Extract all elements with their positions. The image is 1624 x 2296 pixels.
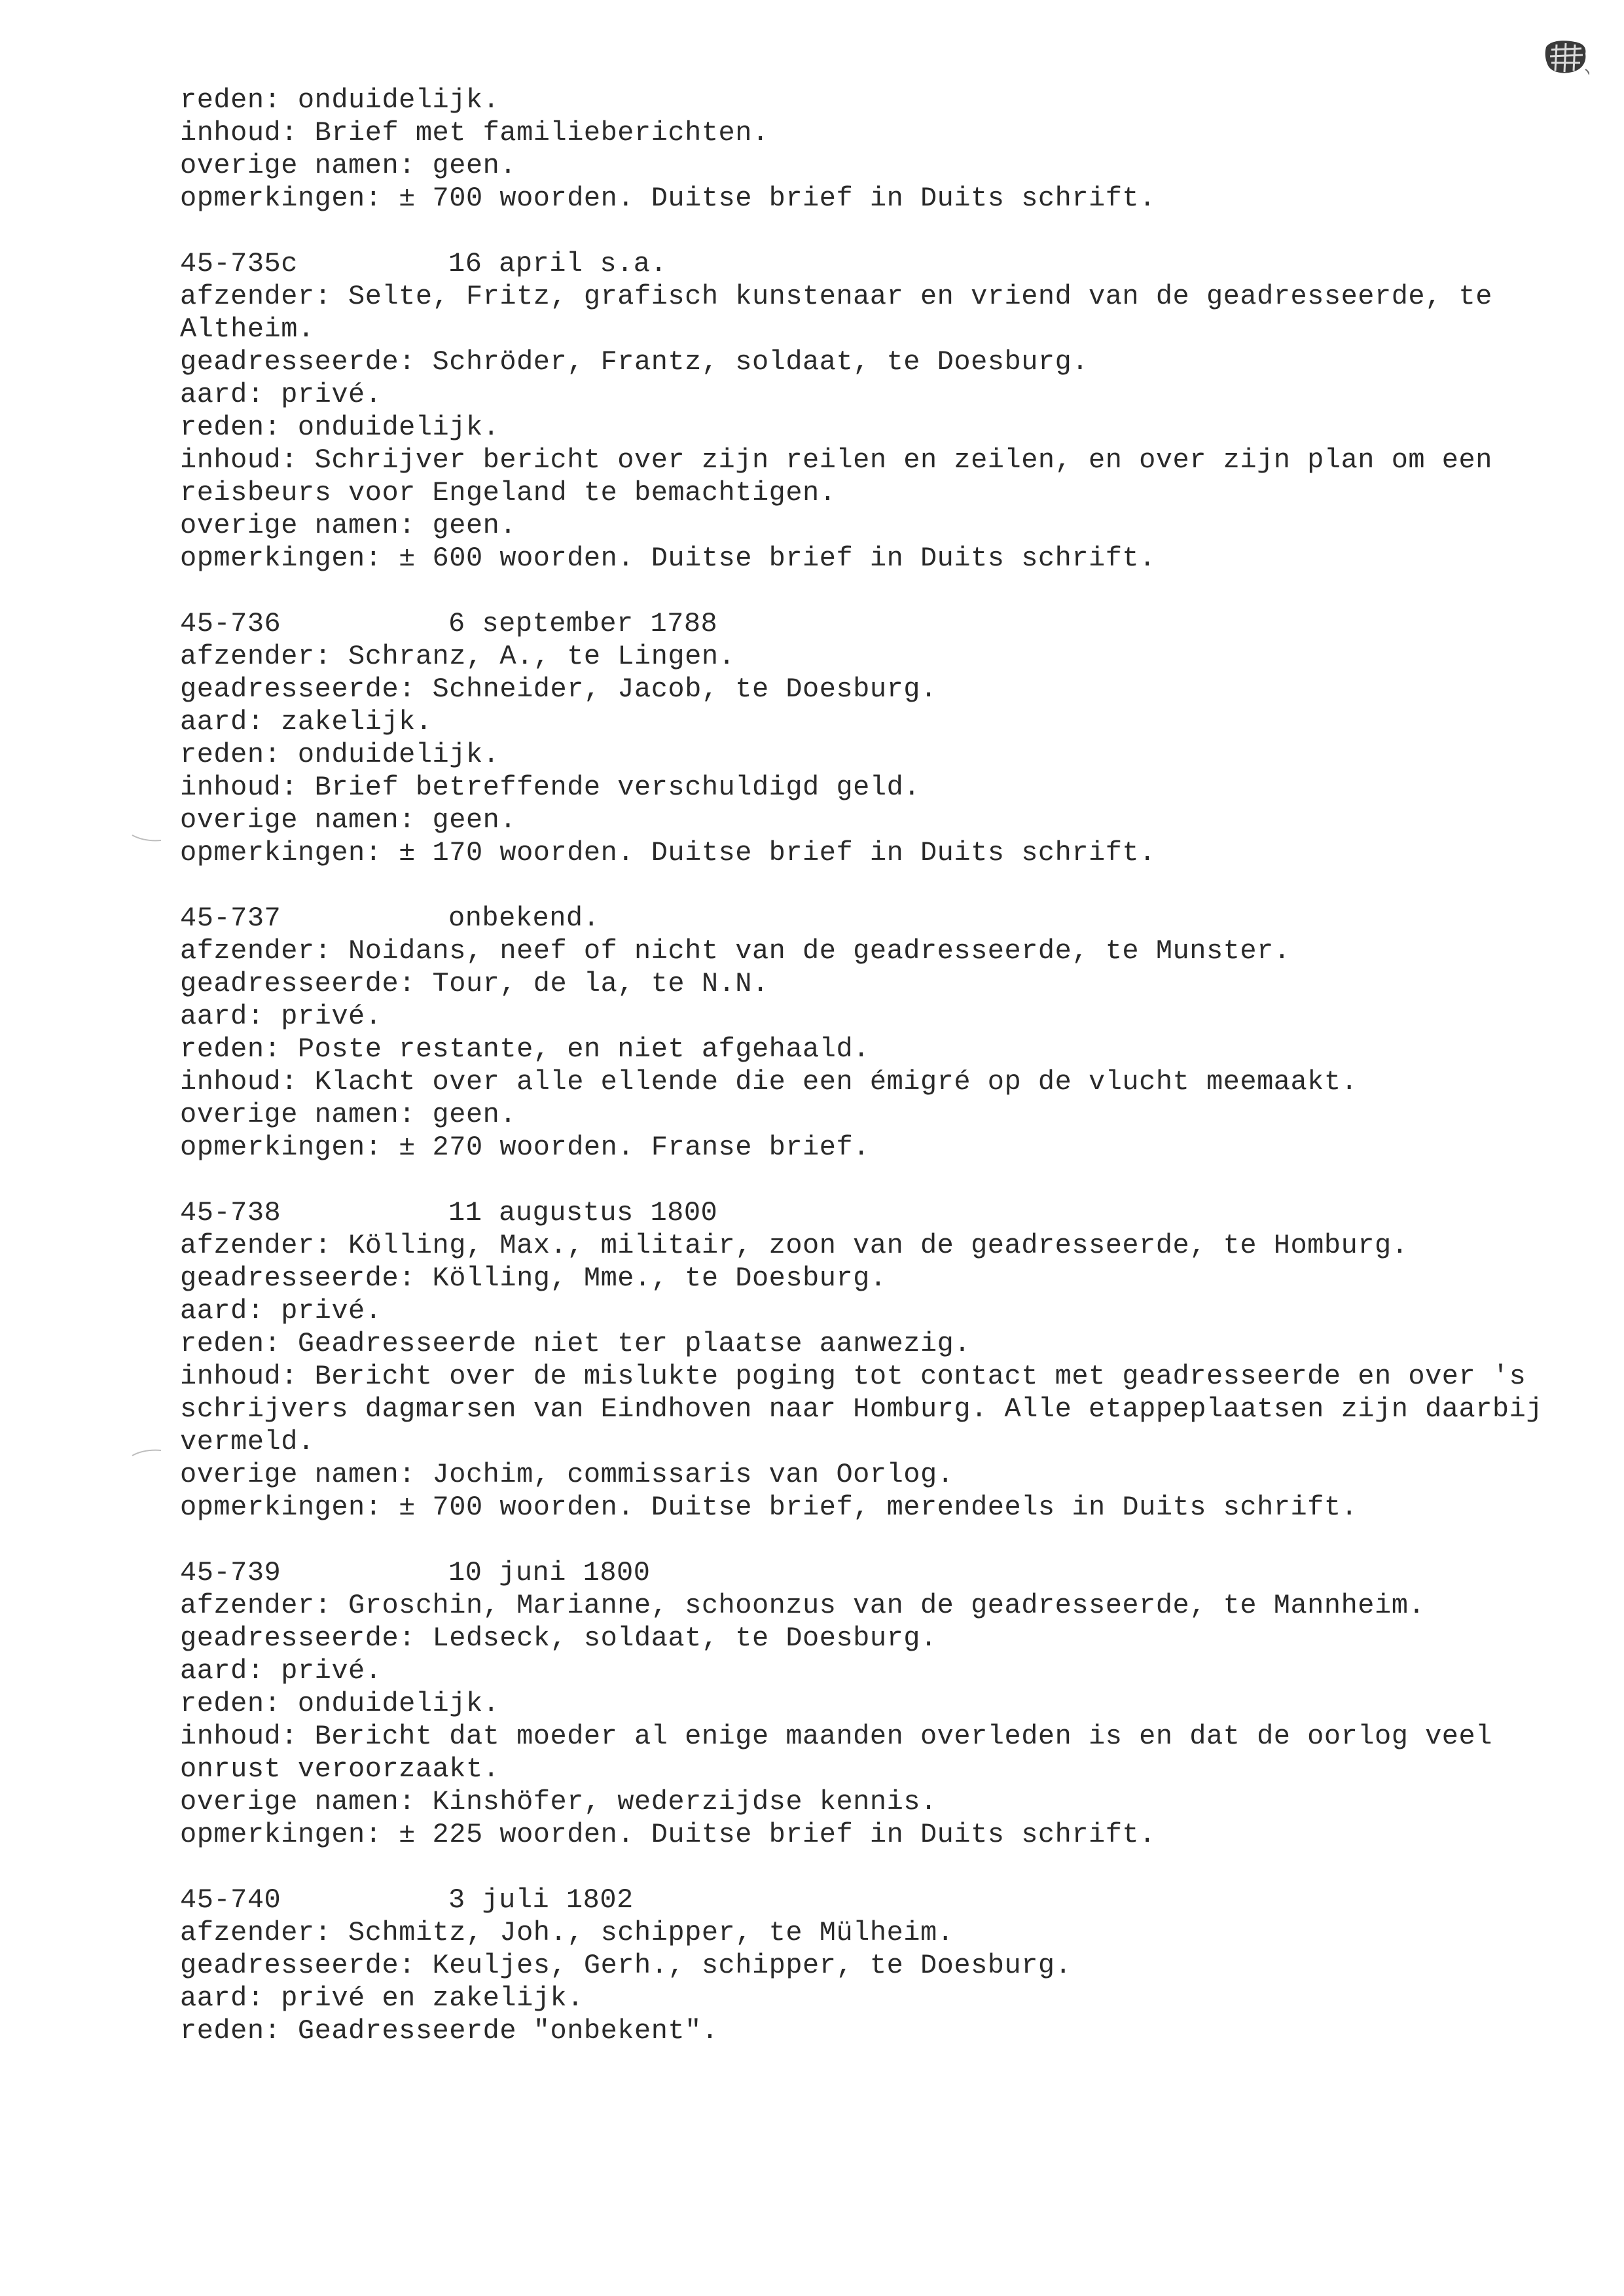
margin-mark-icon	[131, 1446, 164, 1460]
aard-line: aard: privé.	[180, 1001, 382, 1032]
overige-namen-line: overige namen: geen.	[180, 150, 517, 181]
opmerkingen-line: opmerkingen: ± 700 woorden. Duitse brief, merendeels in Duits schrift.	[180, 1492, 1358, 1523]
document-text	[180, 84, 1560, 2080]
entry-header	[180, 902, 1555, 935]
aard-line: aard: privé en zakelijk.	[180, 1982, 584, 2014]
afzender-line: afzender: Schranz, A., te Lingen.	[180, 641, 736, 672]
reden-line: reden: onduidelijk.	[180, 739, 500, 770]
inhoud-line: inhoud: Bericht over de mislukte poging tot contact met geadresseerde en over 's schrijvers dagmarsen van Eindhoven naar Homburg. Alle etappeplaatsen zijn daarbij vermeld.	[180, 1361, 1560, 1458]
entry-45-739	[180, 1556, 1555, 1851]
geadresseerde-line: geadresseerde: Ledseck, soldaat, te Doesburg.	[180, 1623, 937, 1654]
entry-45-736	[180, 607, 1555, 869]
reden-line: reden: Geadresseerde "onbekent".	[180, 2015, 719, 2047]
inhoud-line: inhoud: Klacht over alle ellende die een émigré op de vlucht meemaakt.	[180, 1066, 1358, 1098]
entry-date: 10 juni 1800	[448, 1557, 651, 1588]
overige-namen-line: overige namen: geen.	[180, 510, 517, 541]
margin-mark-icon	[131, 831, 164, 844]
opmerkingen-line: opmerkingen: ± 600 woorden. Duitse brief in Duits schrift.	[180, 543, 1156, 574]
aard-line: aard: privé.	[180, 1655, 382, 1687]
geadresseerde-line: geadresseerde: Schneider, Jacob, te Doesburg.	[180, 673, 937, 705]
reden-line: reden: onduidelijk.	[180, 412, 500, 443]
inhoud-line: inhoud: Brief met familieberichten.	[180, 117, 769, 149]
entry-header	[180, 1556, 1555, 1589]
entry-number: 45-735c	[180, 248, 298, 279]
stamp-mark-icon	[1543, 38, 1589, 75]
geadresseerde-line: geadresseerde: Tour, de la, te N.N.	[180, 968, 769, 999]
entry-45-735c	[180, 247, 1555, 575]
reden-line: reden: Geadresseerde niet ter plaatse aanwezig.	[180, 1328, 971, 1359]
overige-namen-line: overige namen: Kinshöfer, wederzijdse kennis.	[180, 1786, 937, 1818]
inhoud-line: inhoud: Schrijver bericht over zijn reilen en zeilen, en over zijn plan om een reisbeurs voor Engeland te bemachtigen.	[180, 444, 1509, 509]
aard-line: aard: zakelijk.	[180, 706, 433, 738]
entry-45-737	[180, 902, 1555, 1164]
afzender-line: afzender: Noidans, neef of nicht van de geadresseerde, te Munster.	[180, 935, 1291, 967]
entry-45-738	[180, 1196, 1560, 1524]
opmerkingen-line: opmerkingen: ± 225 woorden. Duitse brief in Duits schrift.	[180, 1819, 1156, 1850]
reden-line: reden: onduidelijk.	[180, 1688, 500, 1719]
entry-number: 45-740	[180, 1884, 281, 1916]
entry-continued	[180, 84, 1555, 215]
inhoud-line: inhoud: Brief betreffende verschuldigd geld.	[180, 772, 920, 803]
overige-namen-line: overige namen: Jochim, commissaris van Oorlog.	[180, 1459, 954, 1490]
entry-header	[180, 607, 1555, 640]
aard-line: aard: privé.	[180, 1295, 382, 1327]
opmerkingen-line: opmerkingen: ± 700 woorden. Duitse brief in Duits schrift.	[180, 183, 1156, 214]
opmerkingen-line: opmerkingen: ± 270 woorden. Franse brief.	[180, 1132, 870, 1163]
entry-header	[180, 1884, 1555, 1916]
entry-number: 45-738	[180, 1197, 281, 1229]
afzender-line: afzender: Kölling, Max., militair, zoon van de geadresseerde, te Homburg.	[180, 1230, 1409, 1261]
entry-number: 45-736	[180, 608, 281, 639]
entry-number: 45-737	[180, 903, 281, 934]
overige-namen-line: overige namen: geen.	[180, 1099, 517, 1130]
reden-line: reden: onduidelijk.	[180, 84, 500, 116]
entry-date: onbekend.	[448, 903, 600, 934]
afzender-line: afzender: Selte, Fritz, grafisch kunstenaar en vriend van de geadresseerde, te Altheim.	[180, 281, 1509, 345]
geadresseerde-line: geadresseerde: Schröder, Frantz, soldaat, te Doesburg.	[180, 346, 1089, 378]
opmerkingen-line: opmerkingen: ± 170 woorden. Duitse brief in Duits schrift.	[180, 837, 1156, 869]
geadresseerde-line: geadresseerde: Keuljes, Gerh., schipper, te Doesburg.	[180, 1950, 1072, 1981]
inhoud-line: inhoud: Bericht dat moeder al enige maanden overleden is en dat de oorlog veel onrust veroorzaakt.	[180, 1721, 1509, 1785]
entry-date: 3 juli 1802	[448, 1884, 634, 1916]
geadresseerde-line: geadresseerde: Kölling, Mme., te Doesburg.	[180, 1263, 887, 1294]
afzender-line: afzender: Groschin, Marianne, schoonzus van de geadresseerde, te Mannheim.	[180, 1590, 1426, 1621]
entry-date: 16 april s.a.	[448, 248, 668, 279]
entry-date: 11 augustus 1800	[448, 1197, 718, 1229]
entry-header	[180, 247, 1555, 280]
entry-header	[180, 1196, 1555, 1229]
overige-namen-line: overige namen: geen.	[180, 804, 517, 836]
entry-number: 45-739	[180, 1557, 281, 1588]
aard-line: aard: privé.	[180, 379, 382, 410]
reden-line: reden: Poste restante, en niet afgehaald.	[180, 1033, 870, 1065]
entry-date: 6 september 1788	[448, 608, 718, 639]
entry-45-740	[180, 1884, 1555, 2047]
afzender-line: afzender: Schmitz, Joh., schipper, te Mülheim.	[180, 1917, 954, 1948]
